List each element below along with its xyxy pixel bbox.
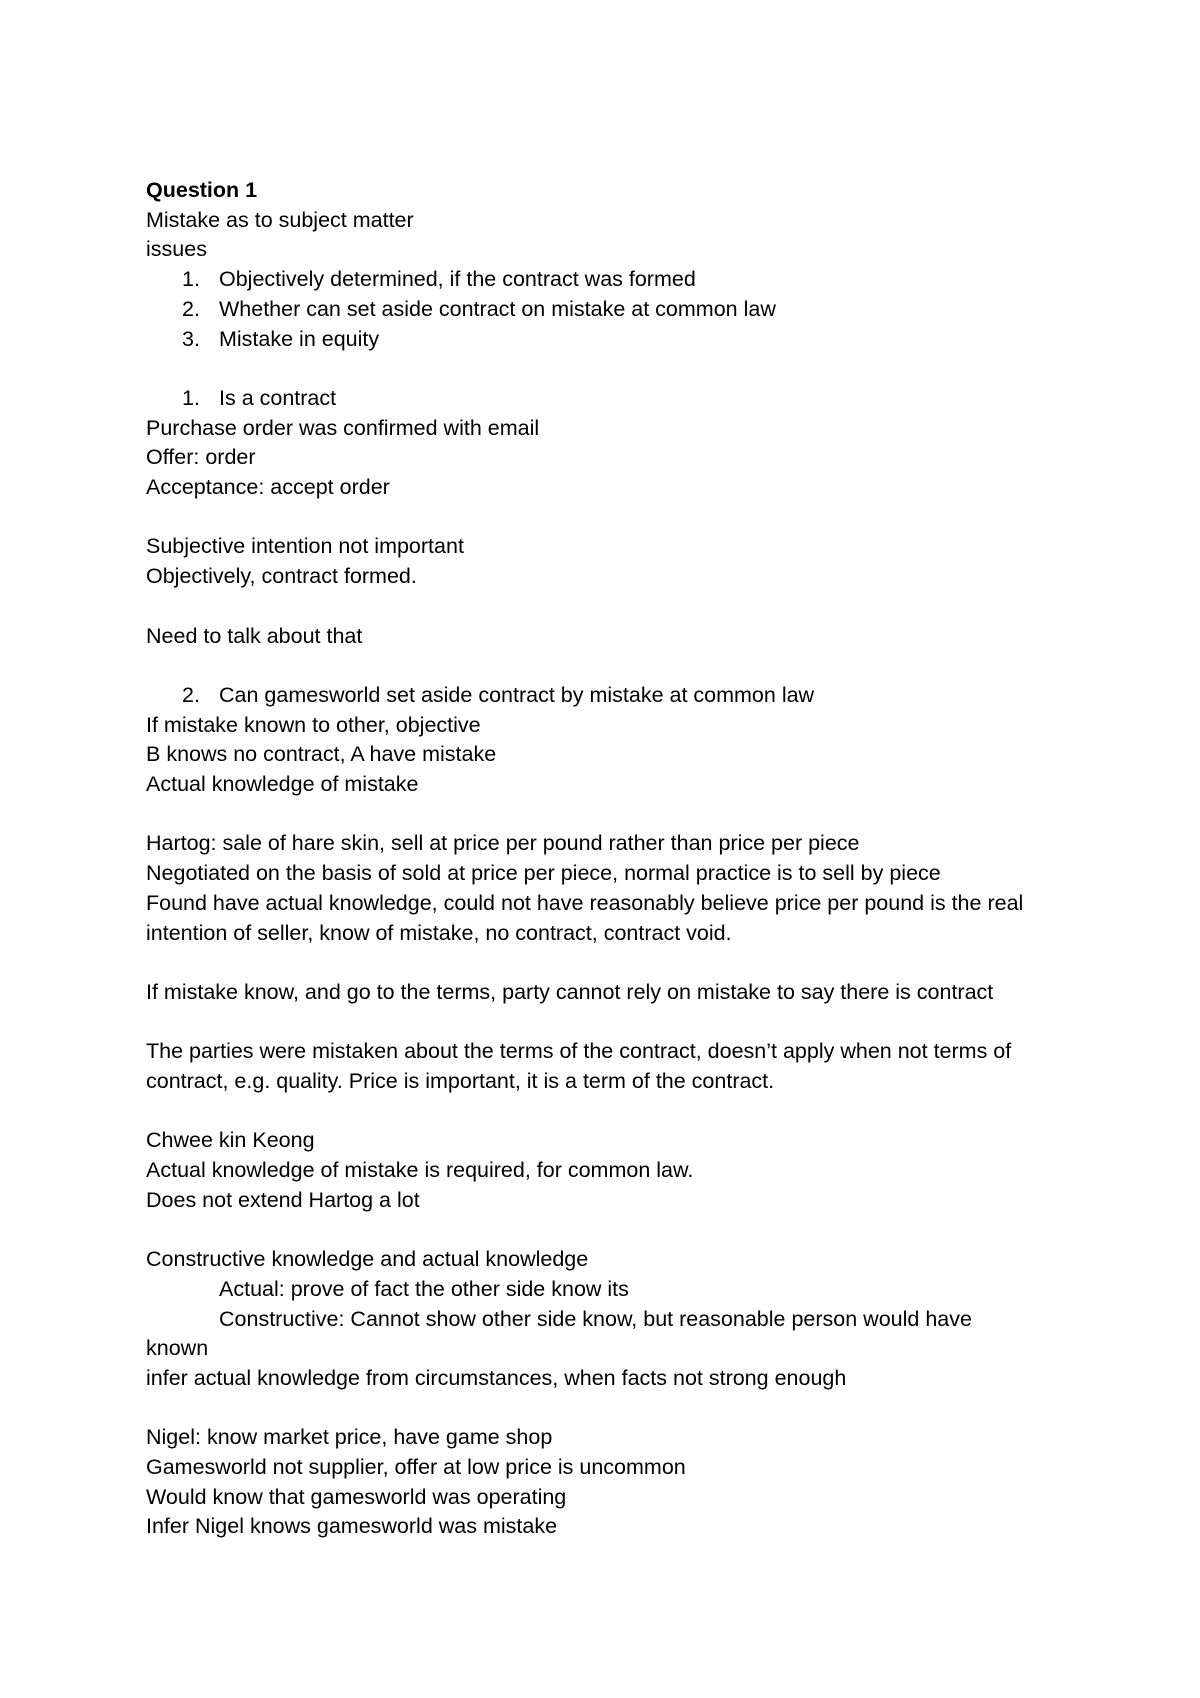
- blank-line: [146, 1097, 1076, 1127]
- list-number: 2.: [182, 682, 200, 707]
- list-item-text: Mistake in equity: [219, 326, 380, 351]
- text-line: Chwee kin Keong: [146, 1128, 315, 1153]
- list-item-text: Is a contract: [219, 385, 337, 410]
- question-heading: Question 1: [146, 178, 258, 202]
- list-item-text: Can gamesworld set aside contract by mistake at common law: [219, 682, 815, 707]
- issue-list-item: [146, 325, 1076, 355]
- text-line: infer actual knowledge from circumstances, when facts not strong enough: [146, 1365, 847, 1390]
- list-number: 1.: [182, 267, 200, 292]
- text-line: intention of seller, know of mistake, no contract, contract void.: [146, 920, 732, 945]
- text-line: contract, e.g. quality. Price is important, it is a term of the contract.: [146, 1068, 775, 1093]
- text-line: Negotiated on the basis of sold at price per piece, normal practice is to sell by piece: [146, 861, 941, 886]
- text-line: Objectively, contract formed.: [146, 564, 417, 589]
- text-line: Infer Nigel knows gamesworld was mistake: [146, 1514, 558, 1539]
- text-line: Actual knowledge of mistake is required, for common law.: [146, 1158, 694, 1183]
- text-line: Subjective intention not important: [146, 534, 464, 559]
- text-line: Would know that gamesworld was operating: [146, 1484, 567, 1509]
- list-number: 3.: [182, 326, 200, 351]
- text-line: Need to talk about that: [146, 623, 363, 648]
- blank-line: [146, 1008, 1076, 1038]
- document-body: [146, 176, 1076, 1542]
- blank-line: [146, 651, 1076, 681]
- blank-line: [146, 800, 1076, 830]
- text-line: If mistake known to other, objective: [146, 712, 481, 737]
- blank-line: [146, 1394, 1076, 1424]
- text-line: known: [146, 1336, 209, 1361]
- text-line: Gamesworld not supplier, offer at low price is uncommon: [146, 1455, 686, 1480]
- section-2-heading: [146, 681, 1076, 711]
- blank-line: [146, 503, 1076, 533]
- indented-line: Actual: prove of fact the other side know its: [219, 1276, 629, 1301]
- blank-line: [146, 592, 1076, 622]
- issue-list-item: [146, 295, 1076, 325]
- blank-line: [146, 1215, 1076, 1245]
- text-line: The parties were mistaken about the terms of the contract, doesn’t apply when not terms of: [146, 1039, 1012, 1064]
- issues-label: issues: [146, 237, 207, 262]
- list-number: 1.: [182, 385, 200, 410]
- list-item-text: Objectively determined, if the contract was formed: [219, 267, 696, 292]
- text-line: Acceptance: accept order: [146, 475, 390, 500]
- text-line: Does not extend Hartog a lot: [146, 1187, 420, 1212]
- text-line: Found have actual knowledge, could not have reasonably believe price per pound is the real: [146, 890, 1024, 915]
- text-line: Hartog: sale of hare skin, sell at price per pound rather than price per piece: [146, 831, 860, 856]
- issue-list-item: [146, 265, 1076, 295]
- blank-line: [146, 948, 1076, 978]
- section-1-heading: [146, 384, 1076, 414]
- indented-line: Constructive: Cannot show other side know, but reasonable person would have: [219, 1306, 972, 1331]
- list-number: 2.: [182, 296, 200, 321]
- text-line: Nigel: know market price, have game shop: [146, 1425, 553, 1450]
- text-line: B knows no contract, A have mistake: [146, 742, 497, 767]
- text-line: Actual knowledge of mistake: [146, 772, 419, 796]
- text-line: Constructive knowledge and actual knowledge: [146, 1247, 589, 1272]
- text-line: Offer: order: [146, 445, 256, 470]
- text-line: If mistake know, and go to the terms, party cannot rely on mistake to say there is contract: [146, 979, 994, 1004]
- text-line: Purchase order was confirmed with email: [146, 415, 540, 440]
- topic-line: Mistake as to subject matter: [146, 207, 414, 232]
- blank-line: [146, 354, 1076, 384]
- list-item-text: Whether can set aside contract on mistake at common law: [219, 296, 776, 321]
